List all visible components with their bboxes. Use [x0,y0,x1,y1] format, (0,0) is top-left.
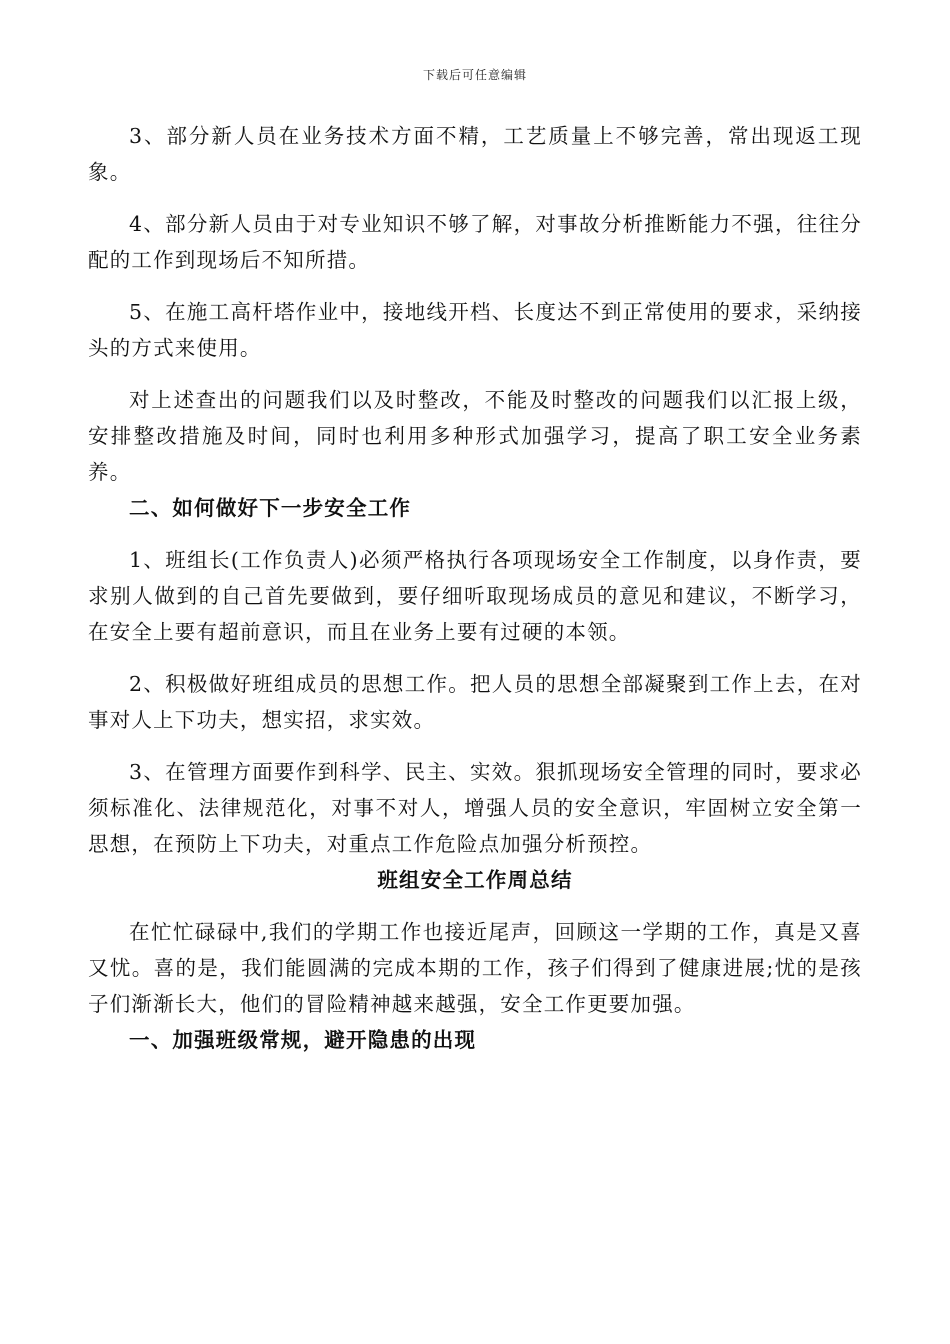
next-step-item-1: 1、班组长(工作负责人)必须严格执行各项现场安全工作制度，以身作责，要求别人做到的自己首先要做到，要仔细听取现场成员的意见和建议，不断学习，在安全上要有超前意识，而且在业务上要有过硬的本领。 [88,548,862,644]
rectification-summary: 对上述查出的问题我们以及时整改，不能及时整改的问题我们以汇报上级，安排整改措施及时间，同时也利用多种形式加强学习，提高了职工安全业务素养。 [88,388,862,484]
issue-item-4: 4、部分新人员由于对专业知识不够了解，对事故分析推断能力不强，往往分配的工作到现场后不知所措。 [88,212,862,272]
document-body [88,118,862,1058]
next-step-item-2: 2、积极做好班组成员的思想工作。把人员的思想全部凝聚到工作上去，在对事对人上下功夫，想实招，求实效。 [88,672,862,732]
header-note: 下载后可任意编辑 [422,68,527,82]
section-two-heading: 二、如何做好下一步安全工作 [129,496,412,520]
article-two-heading-one: 一、加强班级常规，避开隐患的出现 [129,1028,477,1052]
article-two-intro: 在忙忙碌碌中,我们的学期工作也接近尾声，回顾这一学期的工作，真是又喜又忧。喜的是，我们能圆满的完成本期的工作，孩子们得到了健康进展;忧的是孩子们渐渐长大，他们的冒险精神越来越强，安全工作更要加强。 [88,920,862,1016]
issue-item-3: 3、部分新人员在业务技术方面不精，工艺质量上不够完善，常出现返工现象。 [88,124,862,184]
article-two-title: 班组安全工作周总结 [377,868,573,892]
issue-item-5: 5、在施工高杆塔作业中，接地线开档、长度达不到正常使用的要求，采纳接头的方式来使用。 [88,300,862,360]
next-step-item-3: 3、在管理方面要作到科学、民主、实效。狠抓现场安全管理的同时，要求必须标准化、法律规范化，对事不对人，增强人员的安全意识，牢固树立安全第一思想，在预防上下功夫，对重点工作危险点加强分析预控。 [88,760,862,856]
